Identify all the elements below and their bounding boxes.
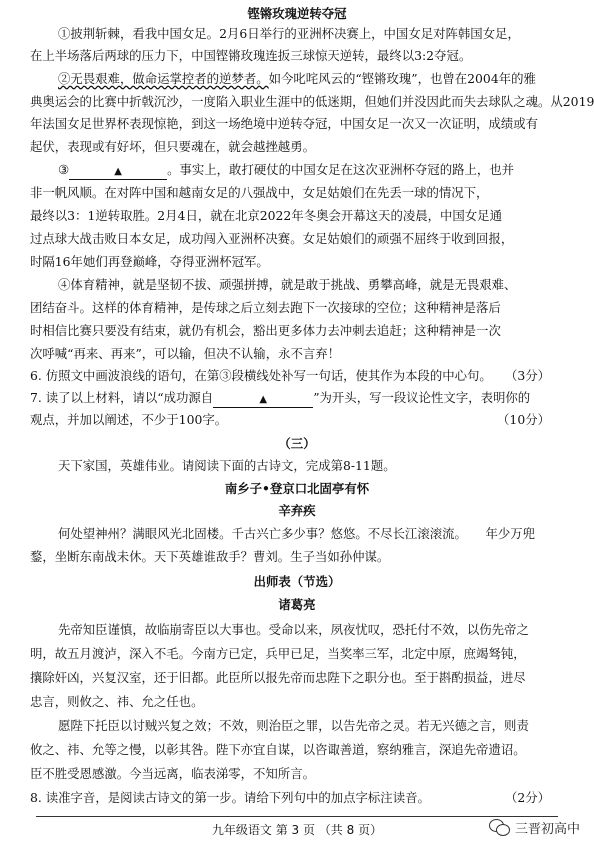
para2-line1: [58, 71, 536, 89]
watermark-text: 三晋初高中: [514, 821, 580, 837]
para3-marker: ③: [58, 162, 70, 177]
question-7-score: （10分）: [497, 412, 550, 427]
question-8: [30, 790, 550, 808]
prose-line4: 忠言，则攸之、祎、允之任也。: [30, 694, 204, 709]
article-title: 铿锵玫瑰逆转夺冠: [247, 6, 347, 21]
question-6: [30, 368, 550, 386]
question-6-text: 6. 仿照文中画波浪线的语句，在第③段横线处补写一句话，使其作为本段的中心句。: [30, 368, 492, 383]
triangle-icon: ▲: [259, 394, 268, 405]
para2-line3: 年法国女足世界杯表现惊艳，到这一场绝境中逆转夺冠，中国女足一次又一次证明，成绩或有: [30, 116, 539, 131]
section-heading: （三）: [278, 436, 316, 451]
prose-line1: 先帝知臣谨慎，故临崩寄臣以大事也。受命以来，夙夜忧叹，恐托付不效，以伤先帝之: [58, 622, 529, 637]
triangle-icon: ▲: [114, 166, 122, 177]
para3-line1: [58, 162, 514, 180]
poem-title: 南乡子•登京口北固亭有怀: [224, 481, 370, 496]
poem-line2: 鍪，坐断东南战未休。天下英雄谁敌手？曹刘。生子当如孙仲谋。: [30, 549, 390, 564]
page-footer: 九年级语文 第 3 页 （共 8 页）: [211, 823, 383, 837]
wavy-sentence: ②无畏艰难，做命运掌控者的逆梦者。: [58, 71, 269, 86]
para2-line4: 起伏，表现或有好坏，但只要魂在，就会越挫越勇。: [30, 139, 315, 154]
para1-line2: 在上半场落后两球的压力下，中国铿锵玫瑰连扳三球惊天逆转，最终以3:2夺冠。: [30, 48, 472, 63]
prose-line3: 攘除奸凶，兴复汉室，还于旧都。此臣所以报先帝而忠陛下之职分也。至于斟酌损益，进尽: [30, 670, 526, 685]
para3-line5: 时隔16年她们再登巅峰，夺得亚洲杯冠军。: [30, 254, 269, 269]
question-8-text: 8. 读准字音，是阅读古诗文的第一步。请给下列句中的加点字标注读音。: [30, 790, 430, 805]
poem-line1: 何处望神州？满眼风光北固楼。千古兴亡多少事？悠悠。不尽长江滚滚流。 年少万兜: [58, 526, 536, 541]
prose-author: 诸葛亮: [278, 597, 316, 612]
question-7-text-b: ”为开头，写一段议论性文字，表明你的: [313, 390, 531, 405]
question-8-score: （2分）: [504, 790, 550, 805]
para4-line2: 团结奋斗。这样的体育精神，是传球之后立刻去跑下一次接球的空位；这种精神是落后: [30, 300, 501, 315]
question-7-line2: [30, 412, 550, 430]
para3-line1-rest: 。事实上，敢打硬仗的中国女足在这次亚洲杯夺冠的路上，也并: [167, 162, 515, 177]
question-7-text-c: 观点，并加以阐述，不少于100字。: [30, 412, 228, 427]
para4-line4: 次呼喊“再来、再来”，可以输，但决不认输，永不言弃！: [30, 346, 341, 361]
para2-line2: 典奥运会的比赛中折戟沉沙，一度陷入职业生涯中的低迷期，但她们并没因此而失去球队之魂。从2019: [30, 94, 594, 109]
prose-line6: 攸之、祎、允等之慢，以彰其咎。陛下亦宜自谋，以咨诹善道，察纳雅言，深追先帝遗诏。: [30, 742, 526, 757]
answer-blank-3: [69, 163, 167, 180]
question-7-line1: [30, 390, 550, 408]
para4-line1: ④体育精神，就是坚韧不拔、顽强拼搏，就是敢于挑战、勇攀高峰，就是无畏艰难、: [58, 277, 517, 292]
prose-title: 出师表（节选）: [253, 574, 341, 589]
para4-line3: 时相信比赛只要没有结束，就仍有机会，豁出更多体力去冲刺去追赶；这种精神是一次: [30, 323, 501, 338]
prose-line2: 明，故五月渡泸，深入不毛。今南方已定，兵甲已足，当奖率三军，北定中原，庶竭驽钝，: [30, 646, 526, 661]
question-6-score: （3分）: [504, 368, 550, 383]
para1-line1: ①披荆斩棘，看我中国女足。2月6日举行的亚洲杯决赛上，中国女足对阵韩国女足，: [58, 26, 520, 41]
para2-line1-rest: 如今叱咤风云的“铿锵玫瑰”，也曾在2004年的雅: [268, 71, 536, 86]
wechat-icon: [489, 818, 511, 836]
para3-line4: 过点球大战击败日本女足，成功闯入亚洲杯决赛。女足姑娘们的顽强不屈终于收到回报，: [30, 231, 514, 246]
watermark: [489, 816, 580, 838]
question-7-text-a: 7. 读了以上材料，请以“成功源自: [30, 390, 214, 405]
prose-line5: 愿陛下托臣以讨贼兴复之效；不效，则治臣之罪，以告先帝之灵。若无兴德之言，则责: [58, 718, 529, 733]
para3-line3: 最终以3：1逆转取胜。2月4日，就在北京2022年冬奥会开幕这天的凌晨，中国女足通: [30, 208, 502, 223]
prose-line7: 臣不胜受恩感激。今当远离，临表涕零，不知所言。: [30, 766, 315, 781]
answer-blank-7: [213, 391, 313, 408]
section-intro: 天下家国，英雄伟业。请阅读下面的古诗文，完成第8-11题。: [58, 458, 396, 473]
poem-author: 辛弃疾: [278, 503, 316, 518]
para3-line2: 非一帆风顺。在对阵中国和越南女足的八强战中，女足姑娘们在先丢一球的情况下，: [30, 185, 489, 200]
footer-divider: [36, 816, 558, 817]
